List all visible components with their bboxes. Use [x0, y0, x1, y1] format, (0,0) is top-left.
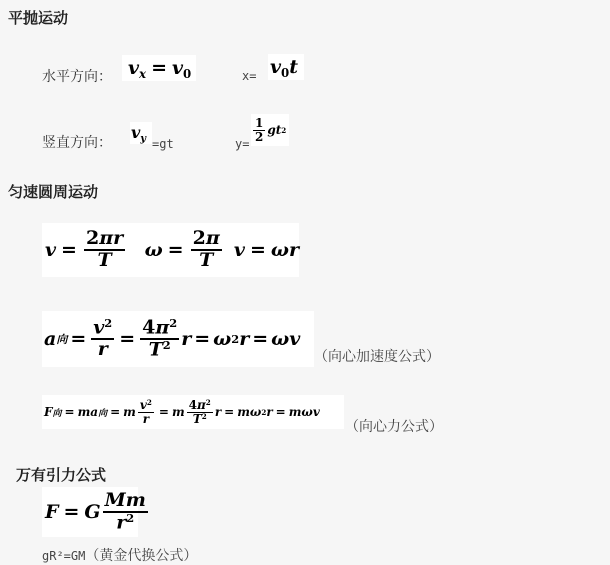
note-centripetal-force: （向心力公式） [345, 419, 443, 435]
formula-centripetal-force: F 向 = ma 向 = m $\frac{v^2}{r}$ = m $\frac{4\pi^2}{T^2}$ r = mω 2 r = mωv [42, 395, 344, 429]
golden-substitution-formula: gR²=GM [42, 549, 86, 563]
formula-y: $\frac{1}{2}$ gt 2 [251, 114, 289, 146]
section-title-projectile: 平抛运动 [8, 9, 69, 27]
note-centripetal-accel: （向心加速度公式） [314, 349, 440, 365]
formula-x: $v_0t$ [268, 54, 304, 80]
subscript-xiang: 向 [56, 333, 68, 346]
horizontal-label: 水平方向： [42, 69, 112, 85]
formula-vx: $v_x = v_0$ [122, 55, 196, 81]
section-title-circular: 匀速圆周运动 [8, 183, 99, 201]
x-prefix: x= [242, 69, 257, 83]
formula-vy: $v_y$ [130, 122, 152, 144]
section-title-gravitation: 万有引力公式 [16, 466, 107, 484]
golden-substitution-line [42, 545, 197, 565]
vy-suffix: =gt [152, 137, 174, 151]
formula-gravitation: F = G $\frac{Mm}{r^2}$ [42, 487, 138, 537]
formula-centripetal-accel: a 向 = $\frac{v^2}{r}$ = $\frac{4\pi^2}{T^2}$ r = ω 2 r = ωv [42, 311, 314, 367]
formula-v-omega: v = $\frac{2\pi r}{T}$ ω = $\frac{2\pi}{T}$ v = ωr [42, 223, 299, 277]
golden-substitution-note: （黄金代换公式） [85, 548, 198, 564]
vertical-label: 竖直方向： [42, 135, 112, 151]
subscript-xiang-2: 向 [52, 408, 62, 419]
y-prefix: y= [235, 137, 250, 151]
subscript-xiang-3: 向 [98, 408, 108, 419]
